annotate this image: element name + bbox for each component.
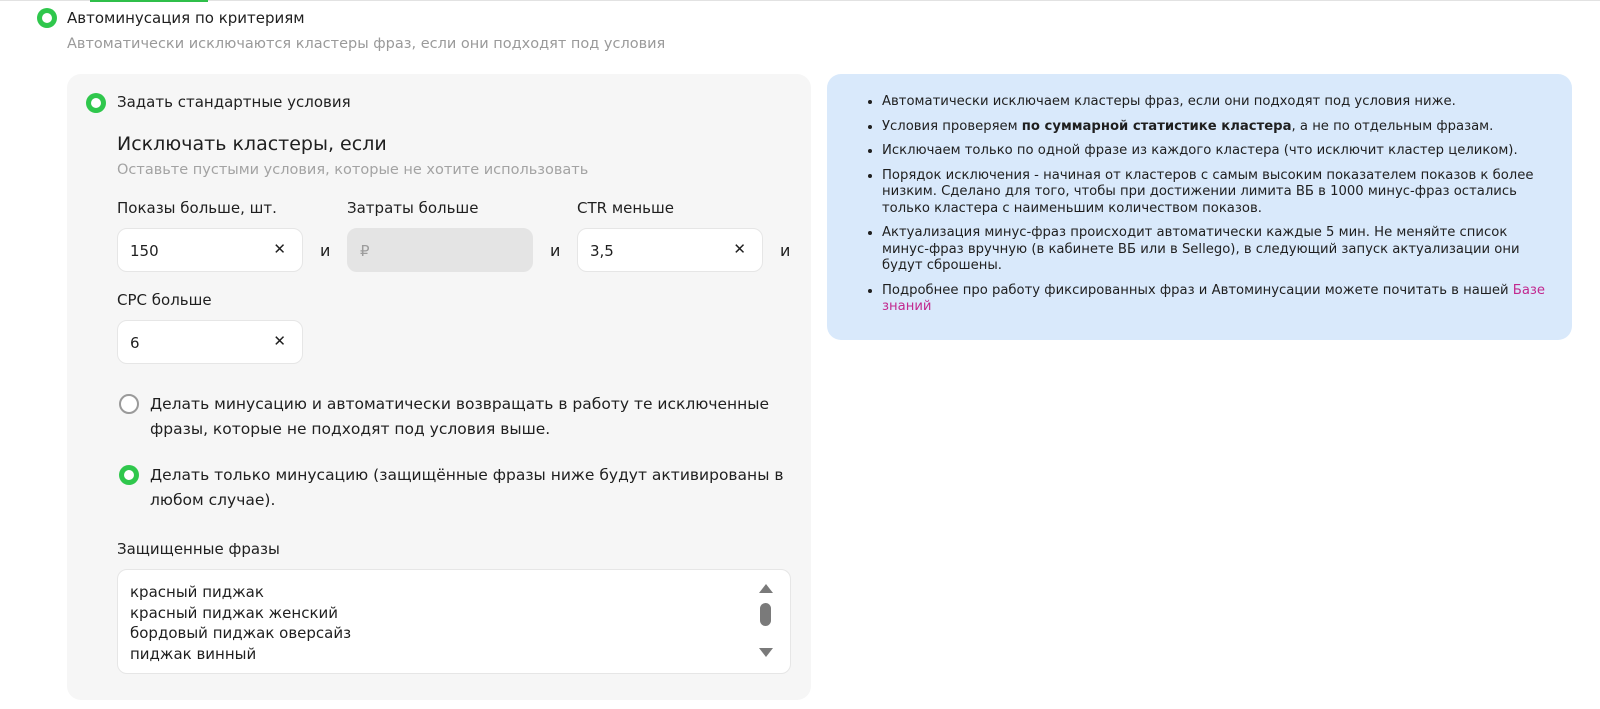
ctr-input[interactable] <box>577 228 763 272</box>
info-list <box>866 94 1556 324</box>
restore-phrases-radio[interactable] <box>119 394 139 414</box>
auto-minus-radio[interactable] <box>37 8 57 28</box>
scroll-down-arrow-icon[interactable] <box>759 648 773 657</box>
cpc-input[interactable] <box>117 320 303 364</box>
phrase-line[interactable]: пиджак винный <box>130 644 257 663</box>
standard-conditions-label[interactable]: Задать стандартные условия <box>117 93 351 111</box>
top-tab-indicator <box>90 0 208 2</box>
and-label: и <box>320 241 331 260</box>
cost-label: Затраты больше <box>347 199 479 217</box>
and-label: и <box>780 241 791 260</box>
cpc-label: CPC больше <box>117 291 212 309</box>
phrase-line[interactable]: красный пиджак женский <box>130 603 339 622</box>
knowledge-base-link[interactable]: Базе знаний <box>882 282 1546 314</box>
conditions-hint: Оставьте пустыми условия, которые не хотите использовать <box>117 162 589 178</box>
only-minus-radio[interactable] <box>119 465 139 485</box>
cpc-clear-icon[interactable]: ✕ <box>273 332 286 350</box>
restore-phrases-label[interactable]: Делать минусацию и автоматически возвращать в работу те исключенные фразы, которые не подходят под условия выше. <box>150 395 770 438</box>
cost-input[interactable] <box>347 228 533 272</box>
info-item: • Условия проверяем по суммарной статистике кластера, а не по отдельным фразам. <box>882 119 1556 136</box>
shows-input[interactable] <box>117 228 303 272</box>
conditions-heading: Исключать кластеры, если <box>117 133 387 155</box>
top-divider <box>0 0 1600 1</box>
cost-placeholder: ₽ <box>360 242 370 260</box>
only-minus-label[interactable]: Делать только минусацию (защищённые фразы ниже будут активированы в любом случае). <box>150 466 784 509</box>
shows-clear-icon[interactable]: ✕ <box>273 240 286 258</box>
info-item: • Порядок исключения - начиная от кластеров с самым высоким показателем показов к более низким. Сделано для того, чтобы при достижении лимита ВБ в 1000 минус-фраз остались только кластера с наименьшим количеством показов. <box>882 168 1556 218</box>
info-bold-text: по суммарной статистике кластера <box>1021 118 1292 134</box>
phrase-line[interactable]: бордовый пиджак оверсайз <box>130 624 352 642</box>
scroll-up-arrow-icon[interactable] <box>759 584 773 593</box>
phrase-line[interactable]: красный пиджак <box>130 583 264 601</box>
shows-value[interactable]: 150 <box>130 242 159 260</box>
ctr-label: CTR меньше <box>577 199 674 217</box>
ctr-value[interactable]: 3,5 <box>590 242 614 260</box>
and-label: и <box>550 241 561 260</box>
info-item: • Автоматически исключаем кластеры фраз, если они подходят под условия ниже. <box>882 94 1556 111</box>
ctr-clear-icon[interactable]: ✕ <box>733 240 746 258</box>
auto-minus-title[interactable]: Автоминусация по критериям <box>67 9 305 27</box>
protected-phrases-textarea[interactable] <box>117 569 791 674</box>
info-item: • Подробнее про работу фиксированных фраз и Автоминусации можете почитать в нашей Базе знаний <box>882 283 1556 316</box>
cpc-value[interactable]: 6 <box>130 334 140 352</box>
shows-label: Показы больше, шт. <box>117 199 277 217</box>
auto-minus-subtitle: Автоматически исключаются кластеры фраз, если они подходят под условия <box>67 36 666 52</box>
info-item: • Исключаем только по одной фразе из каждого кластера (что исключит кластер целиком). <box>882 143 1556 160</box>
scrollbar-thumb[interactable] <box>760 603 771 626</box>
info-item: • Актуализация минус-фраз происходит автоматически каждые 5 мин. Не меняйте список минус-фраз вручную (в кабинете ВБ или в Sellego), в следующий запуск актуализации они будут сброшены. <box>882 225 1556 275</box>
protected-phrases-label: Защищенные фразы <box>117 540 280 558</box>
info-panel <box>827 74 1572 340</box>
standard-conditions-radio[interactable] <box>86 93 106 113</box>
